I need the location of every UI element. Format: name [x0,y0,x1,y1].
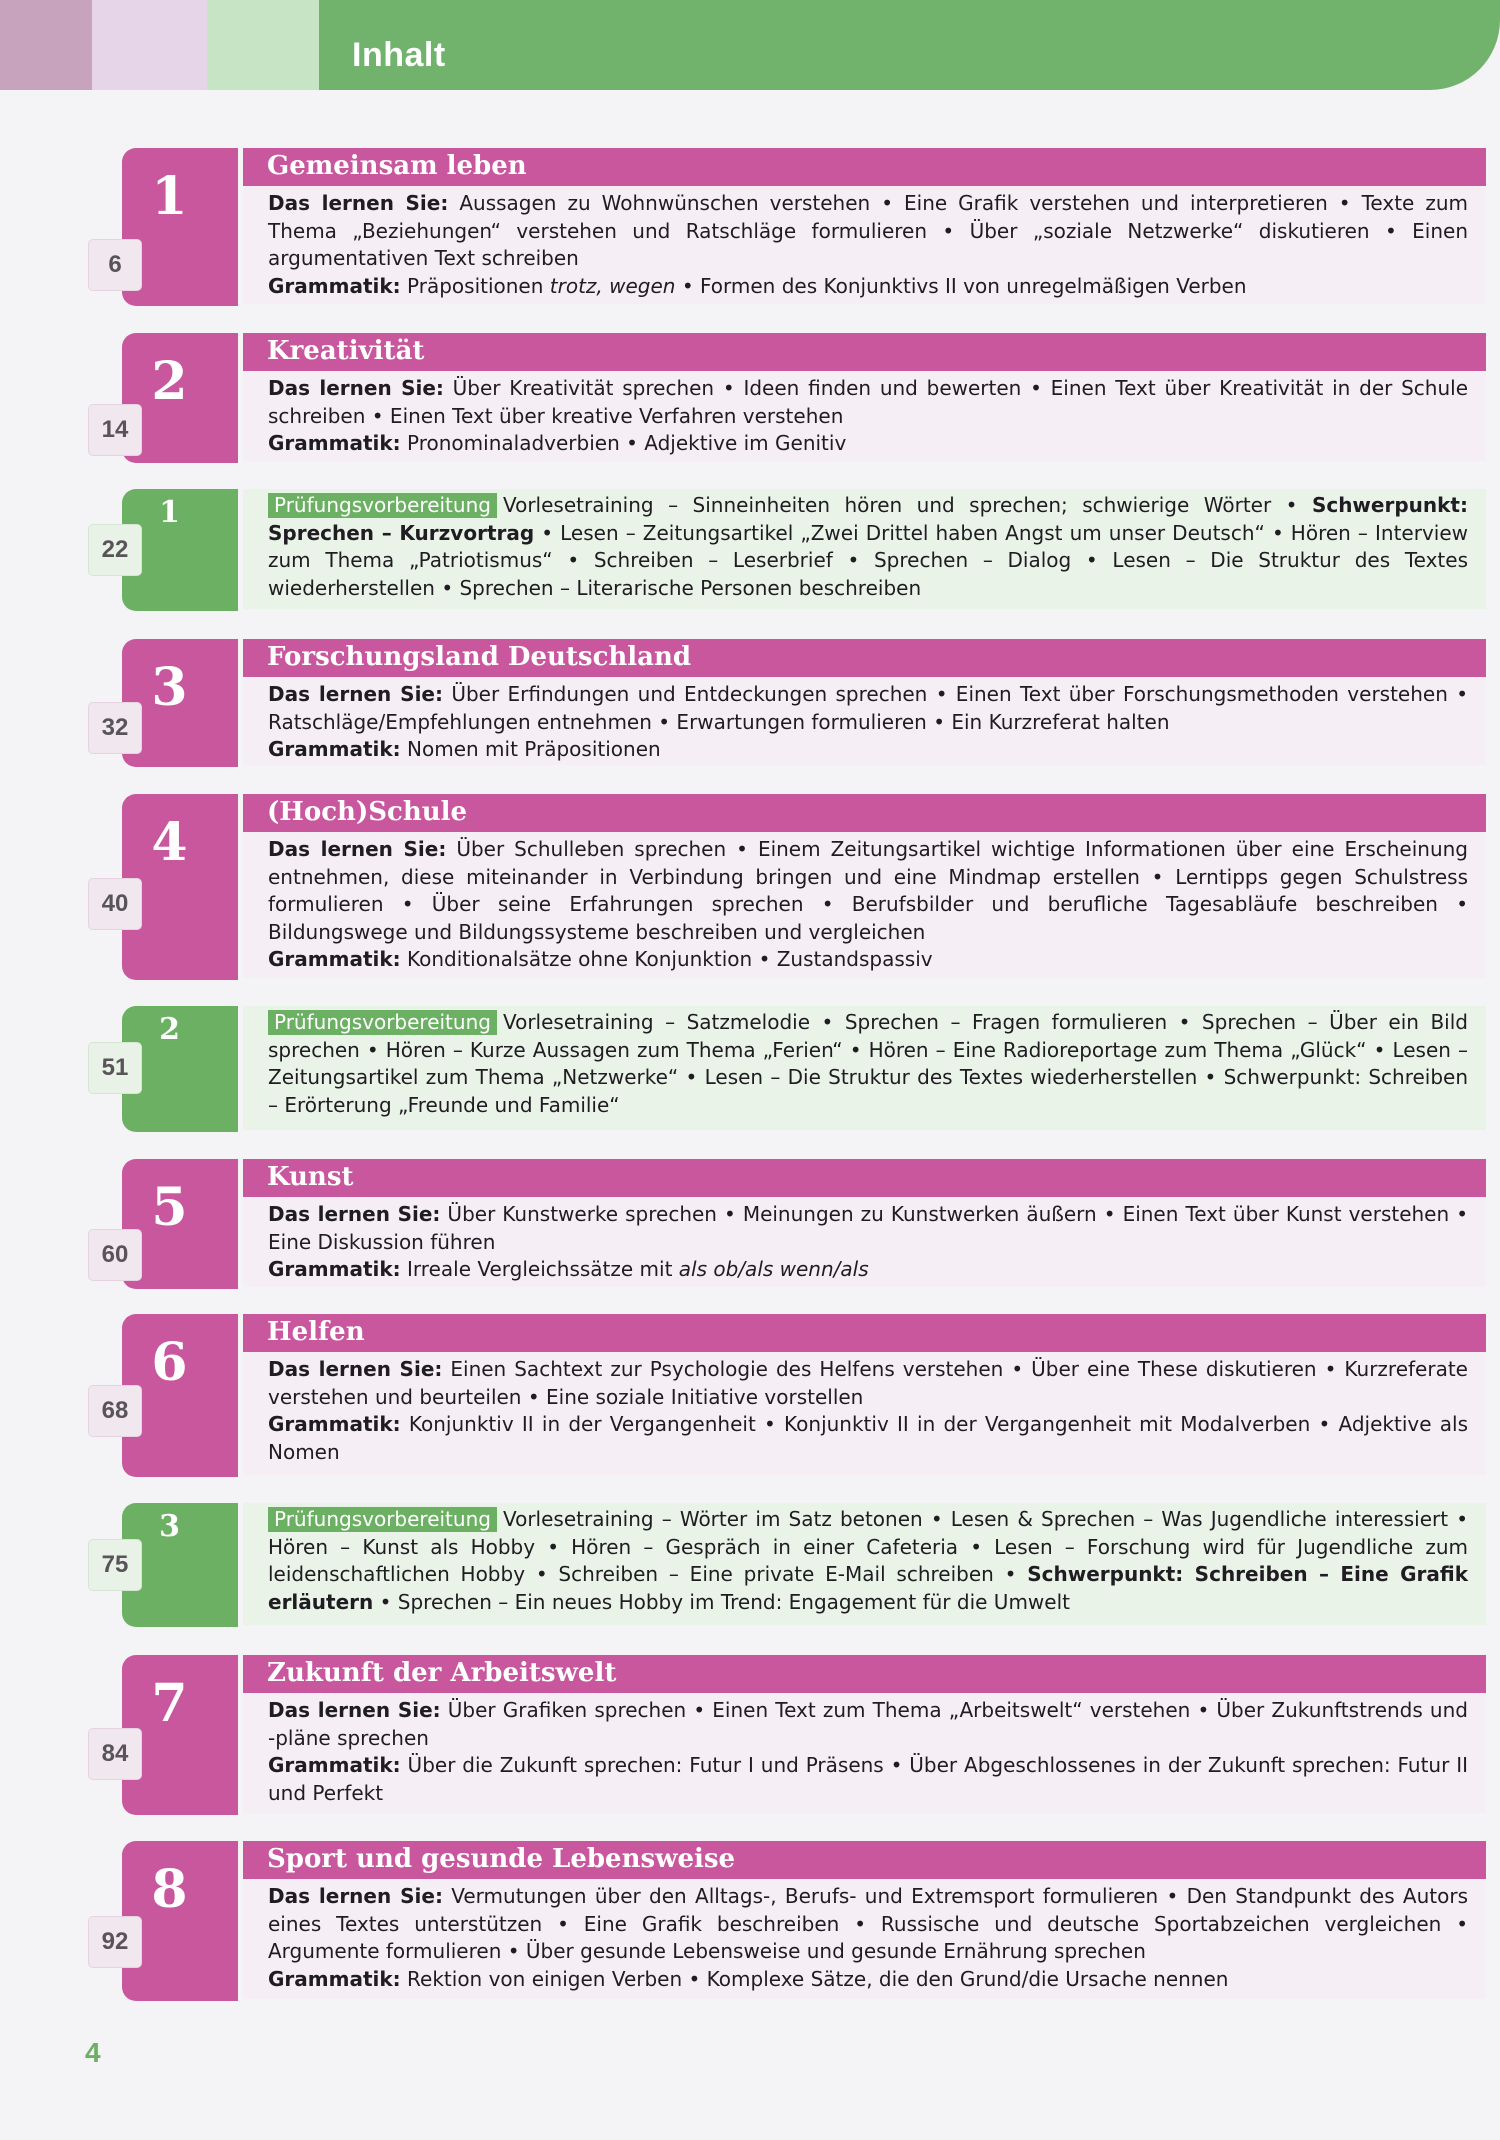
chapter-number: 3 [151,657,188,718]
exam-prep-topics: Vorlesetraining – Satzmelodie • Sprechen – Fragen formulieren • Sprechen – Über ein Bild sprechen • Hören – Kurze Aussagen zum Thema „Ferien“ • Hören – Eine Radioreportage zum Thema „Glück“ • Lesen – Zeitungsartikel zum Thema „Netzwerke“ • Lesen – Die Struktur des Textes wiederherstellen • Schwerpunkt: Schreiben – Erörterung „Freunde und Familie“ [268,1010,1469,1117]
exam-prep-topics: Vorlesetraining – Wörter im Satz betonen • Lesen & Sprechen – Was Jugendliche interessiert • Hören – Kunst als Hobby • Hören – Gespräch in einer Cafeteria • Lesen – Forschung wird für Jugendliche zum leidenschaftlichen Hobby • Schreiben – Eine private E-Mail schreiben • Schwerpunkt: Schreiben – Eine Grafik erläutern • Sprechen – Ein neues Hobby im Trend: Engagement für die Umwelt [268,1507,1469,1614]
exam-prep-entry [0,1503,1500,1627]
chapter-description: Das lernen Sie: Über Kreativität sprechen • Ideen finden und bewerten • Einen Text über Kreativität in der Schule schreiben • Einen Text über kreative Verfahren verstehen Grammatik: Pronominaladverbien • Adjektive im Genitiv [268,376,1469,455]
chapter-description: Das lernen Sie: Aussagen zu Wohnwünschen verstehen • Eine Grafik verstehen und interpretieren • Texte zum Thema „Beziehungen“ verstehen und Ratschläge formulieren • Über „soziale Netzwerke“ diskutieren • Einen argumentativen Text schreiben Grammatik: Präpositionen trotz, wegen • Formen des Konjunktivs II von unregelmäßigen Verben [268,191,1468,298]
chapter-number: 7 [151,1673,188,1734]
chapter-title-bar [243,1655,1486,1693]
chapter-title-bar [243,1314,1486,1352]
chapter-description: Das lernen Sie: Über Grafiken sprechen • Einen Text zum Thema „Arbeitswelt“ verstehen • Über Zukunftstrends und -pläne sprechen Grammatik: Über die Zukunft sprechen: Futur I und Präsens • Über Abgeschlossenes in der Zukunft sprechen: Futur II und Perfekt [268,1698,1469,1805]
page-reference[interactable]: 40 [89,879,141,929]
header-title-bar [319,0,1500,90]
exam-prep-topics: Vorlesetraining – Sinneinheiten hören und sprechen; schwierige Wörter • Schwerpunkt: Sprechen – Kurzvortrag • Lesen – Zeitungsartikel „Zwei Drittel haben Angst um unser Deutsch“ • Hören – Interview zum Thema „Patriotismus“ • Schreiben – Leserbrief • Sprechen – Dialog • Lesen – Die Struktur des Textes wiederherstellen • Sprechen – Literarische Personen beschreiben [268,493,1468,600]
exam-prep-entry [0,489,1500,611]
exam-prep-description [268,492,1468,602]
chapter-title[interactable]: Sport und gesunde Lebensweise [267,1844,736,1874]
chapter-panel [243,1314,1486,1475]
chapter-number: 5 [151,1177,188,1238]
chapter-title-bar [243,333,1486,371]
exam-prep-number: 3 [159,1509,180,1544]
chapter-entry [0,148,1500,306]
chapter-title-bar [243,148,1486,186]
exam-prep-panel [243,489,1486,609]
chapter-entry [0,1655,1500,1815]
page-reference[interactable]: 22 [89,525,141,575]
header-stripe-lilac [92,0,207,90]
page-reference[interactable]: 6 [89,240,141,290]
chapter-title-bar [243,639,1486,677]
chapter-panel [243,639,1486,765]
chapter-panel [243,333,1486,461]
chapter-title[interactable]: Kunst [267,1162,354,1192]
page-reference[interactable]: 75 [89,1540,141,1590]
chapter-title-bar [243,1841,1486,1879]
chapter-entry [0,1841,1500,2001]
exam-prep-badge: Prüfungsvorbereitung [268,1010,497,1035]
header-stripe-pink [0,0,92,90]
chapter-entry [0,794,1500,980]
exam-prep-panel [243,1503,1486,1625]
chapter-description: Das lernen Sie: Vermutungen über den Alltags-, Berufs- und Extremsport formulieren • Den Standpunkt des Autors eines Textes unterstützen • Eine Grafik beschreiben • Russische und deutsche Sportabzeichen vergleichen • Argumente formulieren • Über gesunde Lebensweise und gesunde Ernährung sprechen Grammatik: Rektion von einigen Verben • Komplexe Sätze, die den Grund/die Ursache nennen [268,1884,1468,1991]
exam-prep-entry [0,1006,1500,1132]
chapter-title[interactable]: Kreativität [267,336,425,366]
chapter-entry [0,1159,1500,1289]
chapter-title[interactable]: Zukunft der Arbeitswelt [267,1658,617,1688]
chapter-panel [243,1159,1486,1287]
chapter-title[interactable]: Gemeinsam leben [267,151,527,181]
page-reference[interactable]: 60 [89,1230,141,1280]
page-title: Inhalt [352,36,446,74]
chapter-entry [0,639,1500,767]
chapter-entry [0,333,1500,463]
chapter-number: 6 [151,1332,188,1393]
page-reference[interactable]: 14 [89,405,141,455]
chapter-panel [243,794,1486,978]
exam-prep-badge: Prüfungsvorbereitung [268,1507,497,1532]
page-reference[interactable]: 84 [89,1729,141,1779]
exam-prep-description [268,1009,1468,1119]
chapter-number: 2 [151,351,188,412]
chapter-title[interactable]: Forschungsland Deutschland [267,642,692,672]
chapter-panel [243,1841,1486,1999]
header-stripe-lightgreen [207,0,319,90]
chapter-number: 4 [151,812,188,873]
header-bar [0,0,1500,90]
chapter-number: 8 [151,1859,188,1920]
page-reference[interactable]: 51 [89,1043,141,1093]
page-reference[interactable]: 68 [89,1386,141,1436]
chapter-title-bar [243,794,1486,832]
chapter-entry [0,1314,1500,1477]
exam-prep-number: 1 [159,495,180,530]
chapter-panel [243,148,1486,304]
chapter-title[interactable]: (Hoch)Schule [267,797,468,827]
page-reference[interactable]: 92 [89,1917,141,1967]
chapter-number: 1 [151,166,188,227]
chapter-description: Das lernen Sie: Über Schulleben sprechen • Einem Zeitungsartikel wichtige Informationen über eine Erscheinung entnehmen, diese miteinander in Verbindung bringen und eine Mindmap erstellen • Lerntipps gegen Schulstress formulieren • Über seine Erfahrungen sprechen • Berufsbilder und berufliche Tagesabläufe beschreiben • Bildungswege und Bildungssysteme beschreiben und vergleichen Grammatik: Konditionalsätze ohne Konjunktion • Zustandspassiv [268,837,1469,971]
page-reference[interactable]: 32 [89,703,141,753]
chapter-description: Das lernen Sie: Über Erfindungen und Entdeckungen sprechen • Einen Text über Forschungsmethoden verstehen • Ratschläge/Empfehlungen entnehmen • Erwartungen formulieren • Ein Kurzreferat halten Grammatik: Nomen mit Präpositionen [268,682,1468,761]
chapter-title[interactable]: Helfen [267,1317,365,1347]
exam-prep-badge: Prüfungsvorbereitung [268,493,497,518]
exam-prep-panel [243,1006,1486,1130]
chapter-description: Das lernen Sie: Einen Sachtext zur Psychologie des Helfens verstehen • Über eine These diskutieren • Kurzreferate verstehen und beurteilen • Eine soziale Initiative vorstellen Grammatik: Konjunktiv II in der Vergangenheit • Konjunktiv II in der Vergangenheit mit Modalverben • Adjektive als Nomen [268,1357,1468,1464]
chapter-title-bar [243,1159,1486,1197]
exam-prep-number: 2 [159,1012,180,1047]
exam-prep-description [268,1506,1468,1616]
chapter-panel [243,1655,1486,1813]
page-number: 4 [85,2037,101,2068]
chapter-description: Das lernen Sie: Über Kunstwerke sprechen • Meinungen zu Kunstwerken äußern • Einen Text über Kunst verstehen • Eine Diskussion führen Grammatik: Irreale Vergleichssätze mit als ob/als wenn/als [268,1202,1468,1281]
